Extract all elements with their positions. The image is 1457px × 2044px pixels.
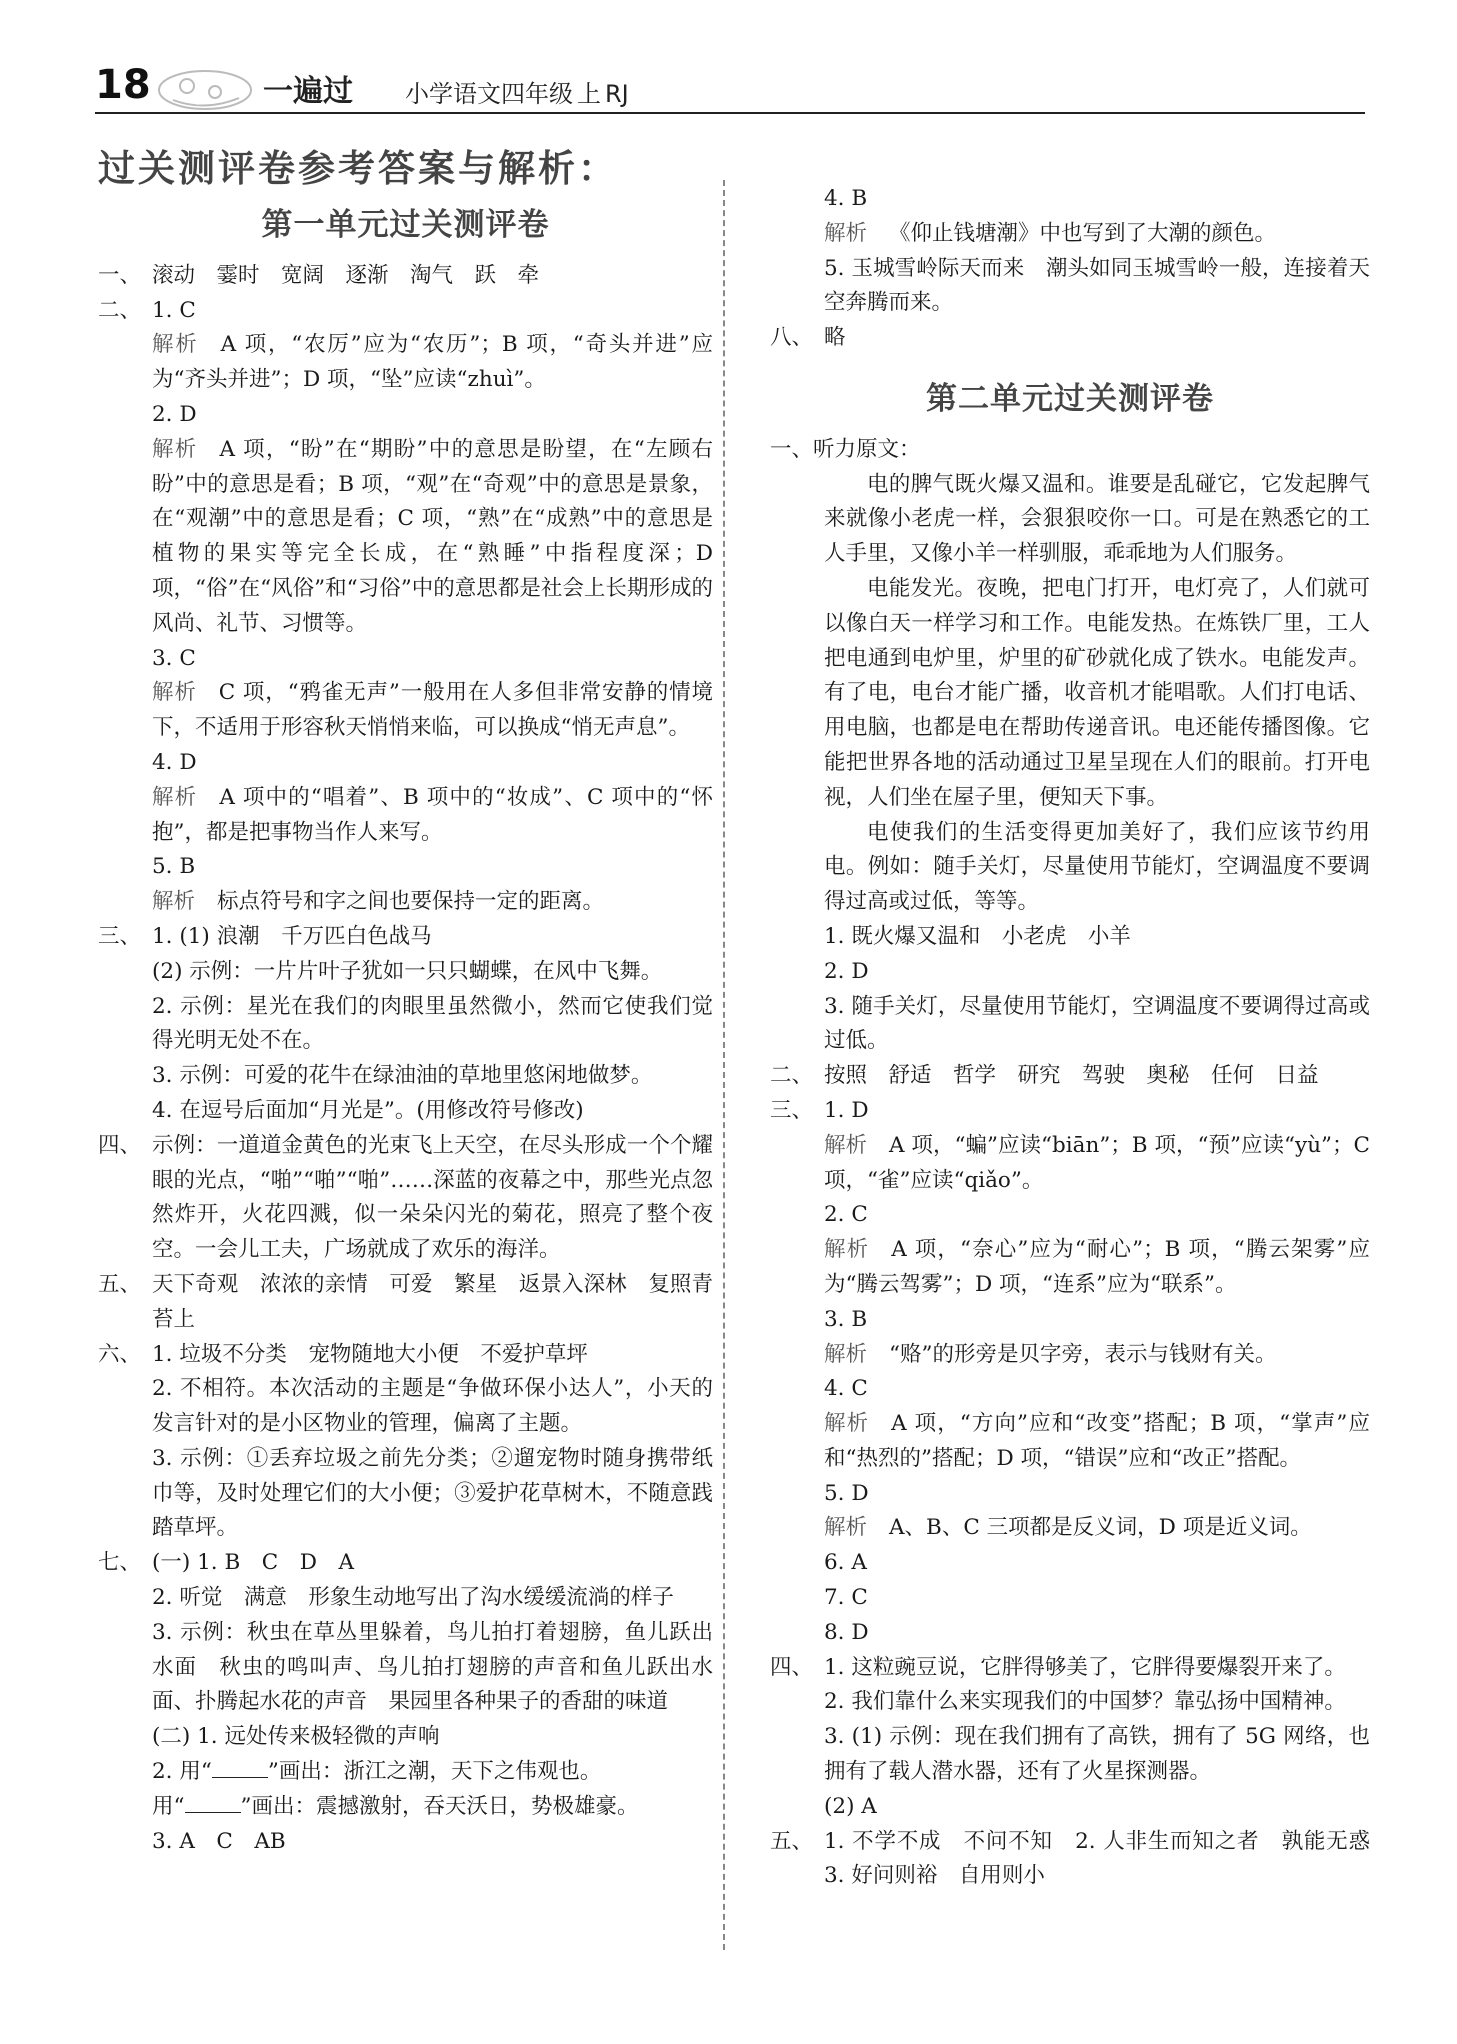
analysis-text: A 项，“奈心”应为“耐心”；B 项，“腾云架雾”应为“腾云驾雾”；D 项，“连系”应为“联系”。 xyxy=(824,1237,1370,1297)
answer-text: 4. 在逗号后面加“月光是”。(用修改符号修改) xyxy=(152,1097,584,1123)
listening-text xyxy=(770,468,1370,920)
left-column xyxy=(98,182,713,1859)
analysis-text: A 项，“蝙”应读“biān”；B 项，“预”应读“yù”；C 项，“雀”应读“qiǎo”。 xyxy=(824,1132,1370,1193)
question-label: 四、 xyxy=(770,1654,814,1680)
answer-line xyxy=(98,885,713,920)
analysis-label: 解析 xyxy=(152,436,198,462)
answer-line xyxy=(98,294,713,329)
answer-text: 3. C xyxy=(152,645,196,671)
answer-line xyxy=(770,1407,1370,1477)
answer-line xyxy=(770,1094,1370,1129)
analysis-label: 解析 xyxy=(824,1515,868,1541)
analysis-label: 解析 xyxy=(824,1341,868,1367)
analysis-label: 解析 xyxy=(824,1237,870,1263)
answer-text: 3. (1) 示例：现在我们拥有了高铁，拥有了 5G 网络，也拥有了载人潜水器，还有了火星探测器。 xyxy=(824,1724,1370,1785)
answer-text: 2. C xyxy=(824,1202,868,1228)
answer-text: 1. D xyxy=(824,1097,869,1123)
answer-text: 1. 既火爆又温和 小老虎 小羊 xyxy=(824,923,1131,949)
question-label: 八、 xyxy=(770,325,814,351)
answer-text: 5. 玉城雪岭际天而来 潮头如同玉城雪岭一般，连接着天空奔腾而来。 xyxy=(824,255,1370,316)
answer-text: 3. 示例：①丢弃垃圾之前先分类；②遛宠物时随身携带纸巾等，及时处理它们的大小便；③爱护花草树木，不随意践踏草坪。 xyxy=(152,1445,713,1541)
answer-line xyxy=(770,1233,1370,1303)
answer-text: 3. B xyxy=(824,1306,868,1332)
unit-1-answers xyxy=(98,259,713,1860)
analysis-label: 解析 xyxy=(824,1411,870,1437)
analysis-text: A、B、C 三项都是反义词，D 项是近义词。 xyxy=(889,1515,1312,1541)
volume-badge: 上 xyxy=(577,80,601,108)
question-label: 二、 xyxy=(98,297,142,323)
answer-text: 天下奇观 浓浓的亲情 可爱 繁星 返景入深林 复照青苔上 xyxy=(152,1271,713,1332)
answer-text: 2. 不相符。本次活动的主题是“争做环保小达人”，小天的发言针对的是小区物业的管理，偏离了主题。 xyxy=(152,1376,713,1437)
answer-text: 1. 这粒豌豆说，它胖得够美了，它胖得要爆裂开来了。 xyxy=(824,1654,1346,1680)
listening-paragraph: 电使我们的生活变得更加美好了，我们应该节约用电。例如：随手关灯，尽量使用节能灯，空调温度不要调得过高或过低，等等。 xyxy=(824,819,1370,915)
analysis-text: A 项中的“唱着”、B 项中的“妆成”、C 项中的“怀抱”，都是把事物当作人来写。 xyxy=(152,784,713,845)
subject-label xyxy=(405,74,629,109)
answer-line xyxy=(98,1268,713,1338)
analysis-text: C 项，“鸦雀无声”一般用在人多但非常安静的情境下，不适用于形容秋天悄悄来临，可以换成“悄无声息”。 xyxy=(152,680,713,741)
answer-text: (一) 1. B C D A xyxy=(152,1550,354,1576)
answer-text: 6. A xyxy=(824,1550,867,1576)
answer-line xyxy=(770,1059,1370,1094)
answer-text: 用“ xyxy=(152,1793,185,1819)
answer-text: 1. 不学不成 不问不知 2. 人非生而知之者 孰能无惑 3. 好问则裕 自用则小 xyxy=(824,1828,1392,1889)
analysis-label: 解析 xyxy=(152,784,198,810)
underline-mark xyxy=(185,1794,241,1813)
analysis-label: 解析 xyxy=(152,332,199,358)
underline-mark xyxy=(212,1759,268,1778)
page-number: 18 xyxy=(95,62,151,108)
page-header xyxy=(95,62,695,118)
answer-line xyxy=(770,1129,1370,1199)
answer-text: (2) 示例：一片片叶子犹如一只只蝴蝶，在风中飞舞。 xyxy=(152,958,663,984)
question-label: 五、 xyxy=(770,1828,814,1854)
answer-text: 2. D xyxy=(824,958,869,984)
answer-line xyxy=(770,1651,1370,1686)
unit-1-answers-continued xyxy=(770,182,1370,356)
analysis-text: A 项，“农厉”应为“农历”；B 项，“奇头并进”应为“齐头并进”；D 项，“坠”应读“zhuì”。 xyxy=(152,332,713,393)
answer-text: 3. 随手关灯，尽量使用节能灯，空调温度不要调得过高或过低。 xyxy=(824,993,1370,1054)
question-label: 七、 xyxy=(98,1550,142,1576)
answer-line xyxy=(98,259,713,294)
answer-text: (2) A xyxy=(824,1793,877,1819)
answer-line xyxy=(98,433,713,642)
analysis-text: “赂”的形旁是贝字旁，表示与钱财有关。 xyxy=(889,1341,1277,1367)
brand-name: 一遍过 xyxy=(263,74,353,109)
analysis-text: 《仰止钱塘潮》中也写到了大潮的颜色。 xyxy=(889,220,1277,246)
column-divider xyxy=(723,180,725,1950)
answer-text: ”画出：浙江之潮，天下之伟观也。 xyxy=(267,1759,602,1785)
answer-line xyxy=(770,1338,1370,1373)
answer-text: 7. C xyxy=(824,1585,868,1611)
analysis-label: 解析 xyxy=(824,220,868,246)
answer-line xyxy=(98,1790,713,1825)
analysis-label: 解析 xyxy=(824,1132,868,1158)
edition-text: RJ xyxy=(605,80,629,108)
answer-text: 3. 示例：可爱的花牛在绿油油的草地里悠闲地做梦。 xyxy=(152,1063,653,1089)
book-logo-icon xyxy=(155,66,255,112)
listening-paragraph: 电能发光。夜晚，把电门打开，电灯亮了，人们就可以像白天一样学习和工作。电能发热。在炼铁厂里，工人把电通到电炉里，炉里的矿砂就化成了铁水。电能发声。有了电，电台才能广播，收音机才能唱歌。人们打电话、用电脑，也都是电在帮助传递音讯。电还能传播图像。它能把世界各地的活动通过卫星呈现在人们的眼前。打开电视，人们坐在屋子里，便知天下事。 xyxy=(824,575,1370,810)
question-label: 三、 xyxy=(770,1097,814,1123)
answer-line xyxy=(98,1755,713,1790)
answer-line xyxy=(770,321,1370,356)
answer-text: 3. 示例：秋虫在草丛里躲着，鸟儿拍打着翅膀，鱼儿跃出水面 秋虫的鸣叫声、鸟儿拍打翅膀的声音和鱼儿跃出水面、扑腾起水花的声音 果园里各种果子的香甜的味道 xyxy=(152,1619,713,1715)
answer-line xyxy=(98,1546,713,1581)
answer-line xyxy=(98,1338,713,1373)
answer-line xyxy=(770,217,1370,252)
answer-text: 2. 用“ xyxy=(152,1759,212,1785)
analysis-label: 解析 xyxy=(152,889,196,915)
answer-text: 2. 示例：星光在我们的肉眼里虽然微小，然而它使我们觉得光明无处不在。 xyxy=(152,993,713,1054)
listening-heading xyxy=(770,433,1370,468)
answer-text: ”画出：震撼激射，吞天沃日，势极雄豪。 xyxy=(240,1793,639,1819)
analysis-text: 标点符号和字之间也要保持一定的距离。 xyxy=(217,889,605,915)
question-label: 一、 xyxy=(770,436,814,462)
answer-text: 3. A C AB xyxy=(152,1828,286,1854)
answer-text: 2. D xyxy=(152,401,197,427)
answer-text: 4. B xyxy=(824,186,868,211)
answer-text: 5. D xyxy=(824,1480,869,1506)
answer-text: 滚动 霎时 宽阔 逐渐 淘气 跃 牵 xyxy=(152,262,540,288)
answer-text: 4. C xyxy=(824,1376,868,1402)
answer-line xyxy=(98,920,713,955)
answer-line xyxy=(770,1825,1392,1895)
answer-line xyxy=(98,676,713,746)
question-label: 三、 xyxy=(98,923,142,949)
answer-line xyxy=(98,328,713,398)
answer-text: 2. 听觉 满意 形象生动地写出了沟水缓缓流淌的样子 xyxy=(152,1585,674,1611)
main-title: 过关测评卷参考答案与解析： xyxy=(98,147,618,190)
answer-line xyxy=(98,1129,713,1268)
answer-text: (二) 1. 远处传来极轻微的声响 xyxy=(152,1724,440,1750)
question-label: 二、 xyxy=(770,1063,814,1089)
analysis-text: A 项，“盼”在“期盼”中的意思是盼望，在“左顾右盼”中的意思是看；B 项，“观”在“奇观”中的意思是景象，在“观潮”中的意思是看；C 项，“熟”在“成熟”中的意思是植物的果实等完全长成，在“熟睡”中指程度深；D 项，“俗”在“风俗”和“习俗”中的意思都是社会上长期形成的风尚、礼节、习惯等。 xyxy=(152,436,713,636)
unit-2-title: 第二单元过关测评卷 xyxy=(926,380,1214,417)
answer-text: 5. B xyxy=(152,854,196,880)
question-label: 六、 xyxy=(98,1341,142,1367)
answer-text: 8. D xyxy=(824,1619,869,1645)
listening-title: 听力原文： xyxy=(813,436,921,462)
listening-paragraph: 电的脾气既火爆又温和。谁要是乱碰它，它发起脾气来就像小老虎一样，会狠狠咬你一口。可是在熟悉它的工人手里，又像小羊一样驯服，乖乖地为人们服务。 xyxy=(824,471,1370,567)
analysis-text: A 项，“方向”应和“改变”搭配；B 项，“掌声”应和“热烈的”搭配；D 项，“错误”应和“改正”搭配。 xyxy=(824,1411,1370,1471)
answer-line xyxy=(98,781,713,851)
answer-text: 按照 舒适 哲学 研究 驾驶 奥秘 任何 日益 xyxy=(824,1063,1319,1089)
unit-1-title: 第一单元过关测评卷 xyxy=(261,207,550,243)
answer-text: 2. 我们靠什么来实现我们的中国梦？靠弘扬中国精神。 xyxy=(824,1689,1346,1715)
answer-text: 示例：一道道金黄色的光束飞上天空，在尽头形成一个个耀眼的光点，“啪”“啪”“啪”……深蓝的夜幕之中，那些光点忽然炸开，火花四溅，似一朵朵闪光的菊花，照亮了整个夜空。一会儿工夫，广场就成了欢乐的海洋。 xyxy=(152,1132,713,1263)
right-column xyxy=(770,182,1392,1894)
header-rule xyxy=(95,112,1365,114)
answer-text: 1. 垃圾不分类 宠物随地大小便 不爱护草坪 xyxy=(152,1341,588,1367)
answer-text: 1. (1) 浪潮 千万匹白色战马 xyxy=(152,923,432,949)
answer-text: 4. D xyxy=(152,749,197,775)
question-label: 一、 xyxy=(98,262,142,288)
answer-text: 略 xyxy=(824,325,846,351)
question-label: 四、 xyxy=(98,1132,142,1158)
question-label: 五、 xyxy=(98,1271,142,1297)
answer-text: 1. C xyxy=(152,297,196,323)
subject-text: 小学语文四年级 xyxy=(405,80,573,108)
analysis-label: 解析 xyxy=(152,680,197,706)
answer-line xyxy=(770,1511,1370,1546)
unit-2-answers xyxy=(770,920,1392,1894)
